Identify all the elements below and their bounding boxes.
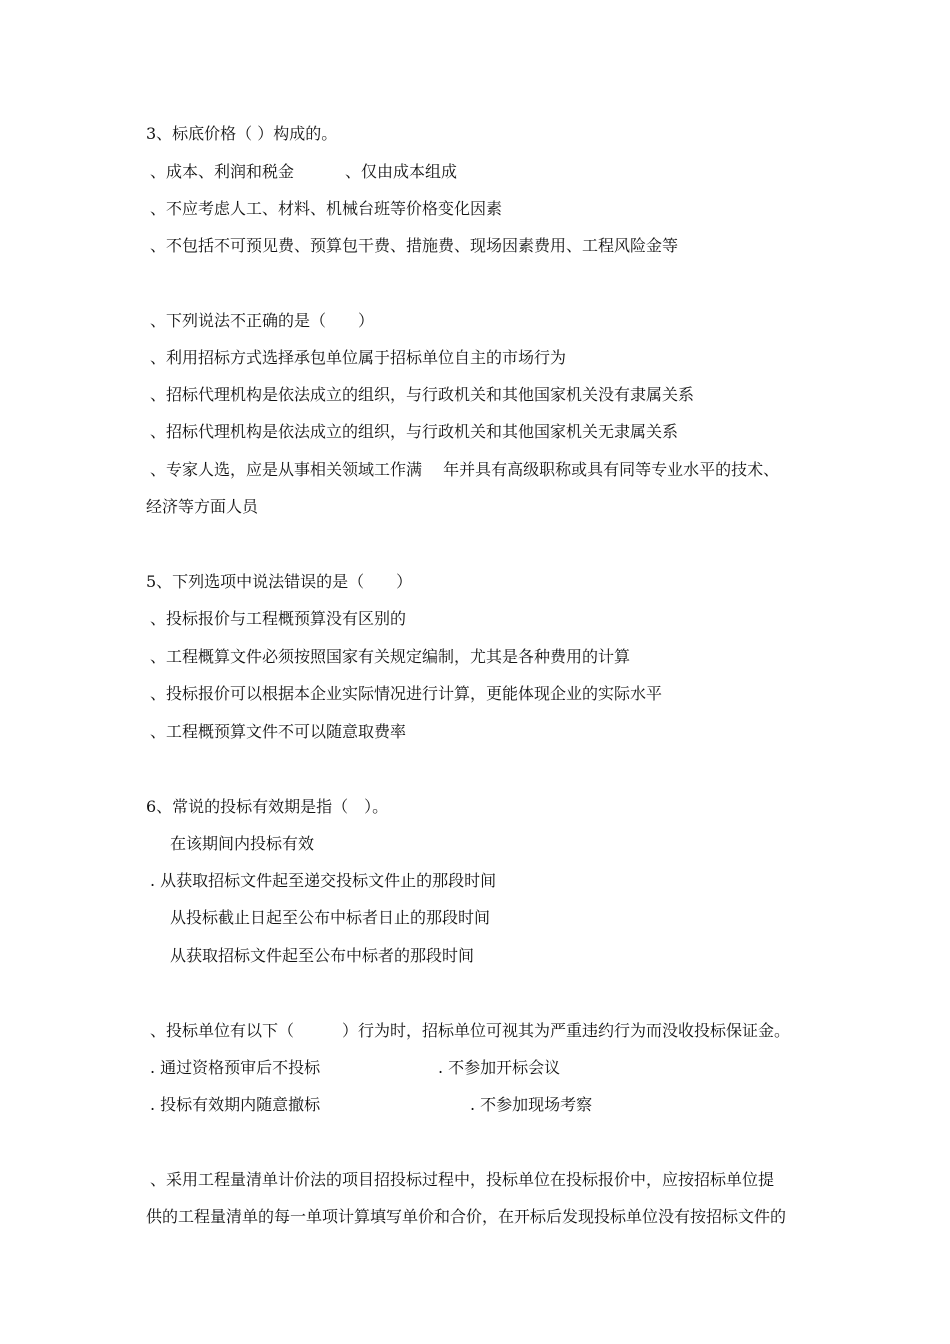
- q3-option-a: 、成本、利润和税金: [150, 162, 295, 181]
- q6-option-a: 在该期间内投标有效: [170, 834, 315, 853]
- q6-option-b: . 从获取招标文件起至递交投标文件止的那段时间: [150, 871, 497, 890]
- q6-option-d: 从获取招标文件起至公布中标者的那段时间: [170, 946, 475, 965]
- q4-option-b: 、招标代理机构是依法成立的组织，与行政机关和其他国家机关没有隶属关系: [150, 385, 695, 404]
- q5-option-c: 、投标报价可以根据本企业实际情况进行计算，更能体现企业的实际水平: [150, 684, 663, 703]
- q6-stem: 6、常说的投标有效期是指（ ）。: [146, 797, 389, 816]
- q8-stem-line1: 、采用工程量清单计价法的项目招投标过程中，投标单位在投标报价中，应按招标单位提: [150, 1170, 775, 1189]
- q4-option-a: 、利用招标方式选择承包单位属于招标单位自主的市场行为: [150, 348, 567, 367]
- q4-option-c: 、招标代理机构是依法成立的组织，与行政机关和其他国家机关无隶属关系: [150, 422, 679, 441]
- q7-option-d: . 不参加现场考察: [470, 1095, 593, 1114]
- q3-option-c: 、不应考虑人工、材料、机械台班等价格变化因素: [150, 199, 503, 218]
- q5-option-b: 、工程概算文件必须按照国家有关规定编制，尤其是各种费用的计算: [150, 647, 631, 666]
- q8-stem-line2: 供的工程量清单的每一单项计算填写单价和合价，在开标后发现投标单位没有按招标文件的: [146, 1207, 787, 1226]
- q7-option-c: . 投标有效期内随意撤标: [150, 1095, 321, 1114]
- q3-option-d: 、不包括不可预见费、预算包干费、措施费、现场因素费用、工程风险金等: [150, 236, 679, 255]
- q7-stem: 、投标单位有以下（ ）行为时，招标单位可视其为严重违约行为而没收投标保证金。: [150, 1021, 791, 1040]
- q7-option-a: . 通过资格预审后不投标: [150, 1058, 321, 1077]
- q3-option-b: 、仅由成本组成: [345, 162, 458, 181]
- q5-option-d: 、工程概预算文件不可以随意取费率: [150, 722, 407, 741]
- q4-option-d-line1: 、专家人选，应是从事相关领域工作满 年并具有高级职称或具有同等专业水平的技术、: [150, 460, 780, 479]
- q6-option-c: 从投标截止日起至公布中标者日止的那段时间: [170, 908, 491, 927]
- q7-option-b: . 不参加开标会议: [438, 1058, 561, 1077]
- q5-option-a: 、投标报价与工程概预算没有区别的: [150, 609, 407, 628]
- q3-stem: 3、标底价格（ ）构成的。: [146, 124, 338, 143]
- q5-stem: 5、下列选项中说法错误的是（ ）: [146, 572, 413, 591]
- q4-stem: 、下列说法不正确的是（ ）: [150, 311, 375, 330]
- q4-option-d-line2: 经济等方面人员: [146, 497, 259, 516]
